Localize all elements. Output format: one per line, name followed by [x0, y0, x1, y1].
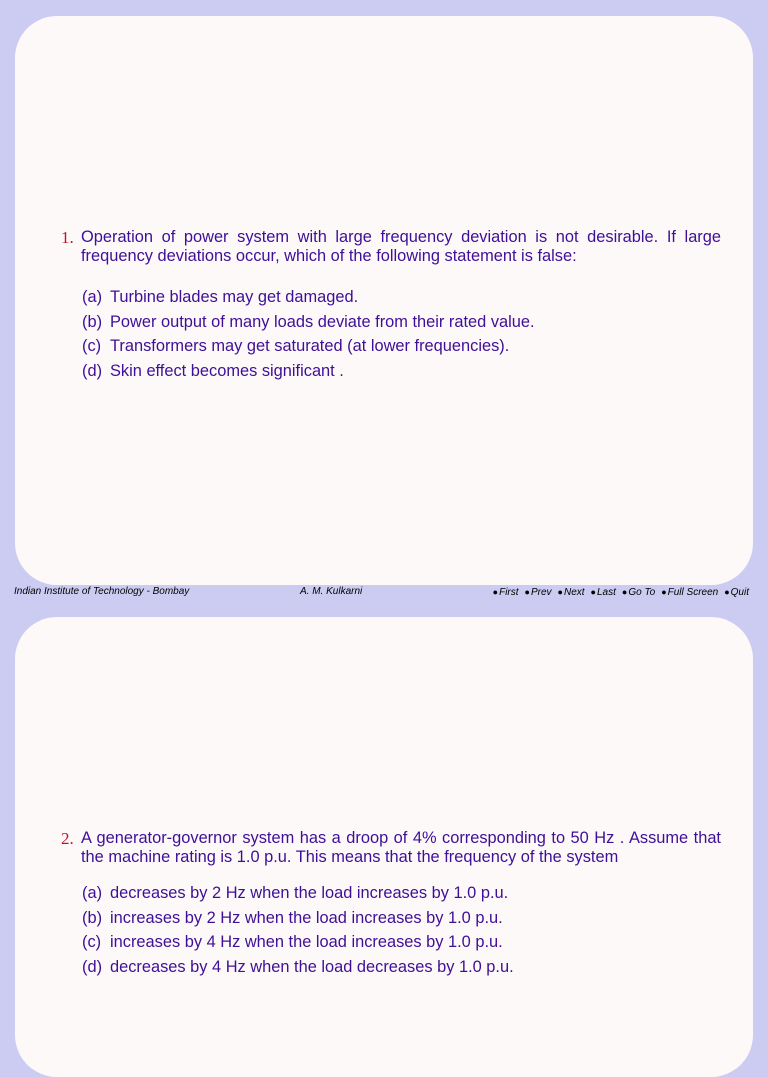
nav-last-link[interactable]: ● Last [591, 585, 616, 600]
nav-fullscreen-link[interactable]: ● Full Screen [661, 585, 718, 600]
option-text: Skin effect becomes significant . [110, 361, 344, 380]
option-label: (c) [82, 337, 102, 355]
question-text: Operation of power system with large frequency deviation is not desirable. If large frequency deviations occur, which of the following statement is false: [81, 228, 721, 265]
option-text: increases by 4 Hz when the load increases by 1.0 p.u. [110, 933, 503, 951]
options-list [82, 285, 721, 383]
option-text: increases by 2 Hz when the load increases by 1.0 p.u. [110, 908, 503, 927]
option-text: decreases by 4 Hz when the load decreases by 1.0 p.u. [110, 957, 514, 976]
option-b [82, 906, 721, 931]
option-label: (d) [82, 957, 103, 976]
option-label: (a) [82, 288, 103, 306]
question-1 [61, 228, 721, 383]
options-list [82, 881, 721, 979]
nav-next-link[interactable]: ● Next [558, 585, 585, 600]
nav-prev-link[interactable]: ● Prev [525, 585, 552, 600]
footer-institute: Indian Institute of Technology - Bombay [14, 586, 190, 597]
question-2 [61, 829, 721, 979]
nav-goto-link[interactable]: ● Go To [622, 585, 655, 600]
slide-footer [0, 585, 768, 599]
question-number: 1. [61, 228, 74, 247]
slide-1 [15, 16, 753, 585]
option-a [82, 881, 721, 906]
navigation-bar [487, 585, 749, 600]
option-label: (a) [82, 884, 103, 902]
nav-first-link[interactable]: ● First [493, 585, 519, 600]
footer-author: A. M. Kulkarni [300, 586, 363, 597]
option-c [82, 930, 721, 955]
option-d [82, 955, 721, 980]
option-label: (d) [82, 361, 103, 380]
option-c [82, 334, 721, 359]
option-label: (b) [82, 312, 103, 331]
question-text: A generator-governor system has a droop of 4% corresponding to 50 Hz . Assume that the machine rating is 1.0 p.u. This means that the frequency of the system [81, 829, 721, 866]
option-b [82, 310, 721, 335]
option-text: Transformers may get saturated (at lower frequencies). [110, 337, 510, 355]
option-label: (c) [82, 933, 102, 951]
option-text: decreases by 2 Hz when the load increases by 1.0 p.u. [110, 884, 509, 902]
option-text: Power output of many loads deviate from their rated value. [110, 312, 535, 331]
slide-2 [15, 617, 753, 1077]
nav-quit-link[interactable]: ● Quit [724, 585, 749, 600]
option-label: (b) [82, 908, 103, 927]
option-d [82, 359, 721, 384]
question-number: 2. [61, 829, 74, 848]
option-text: Turbine blades may get damaged. [110, 288, 359, 306]
option-a [82, 285, 721, 310]
